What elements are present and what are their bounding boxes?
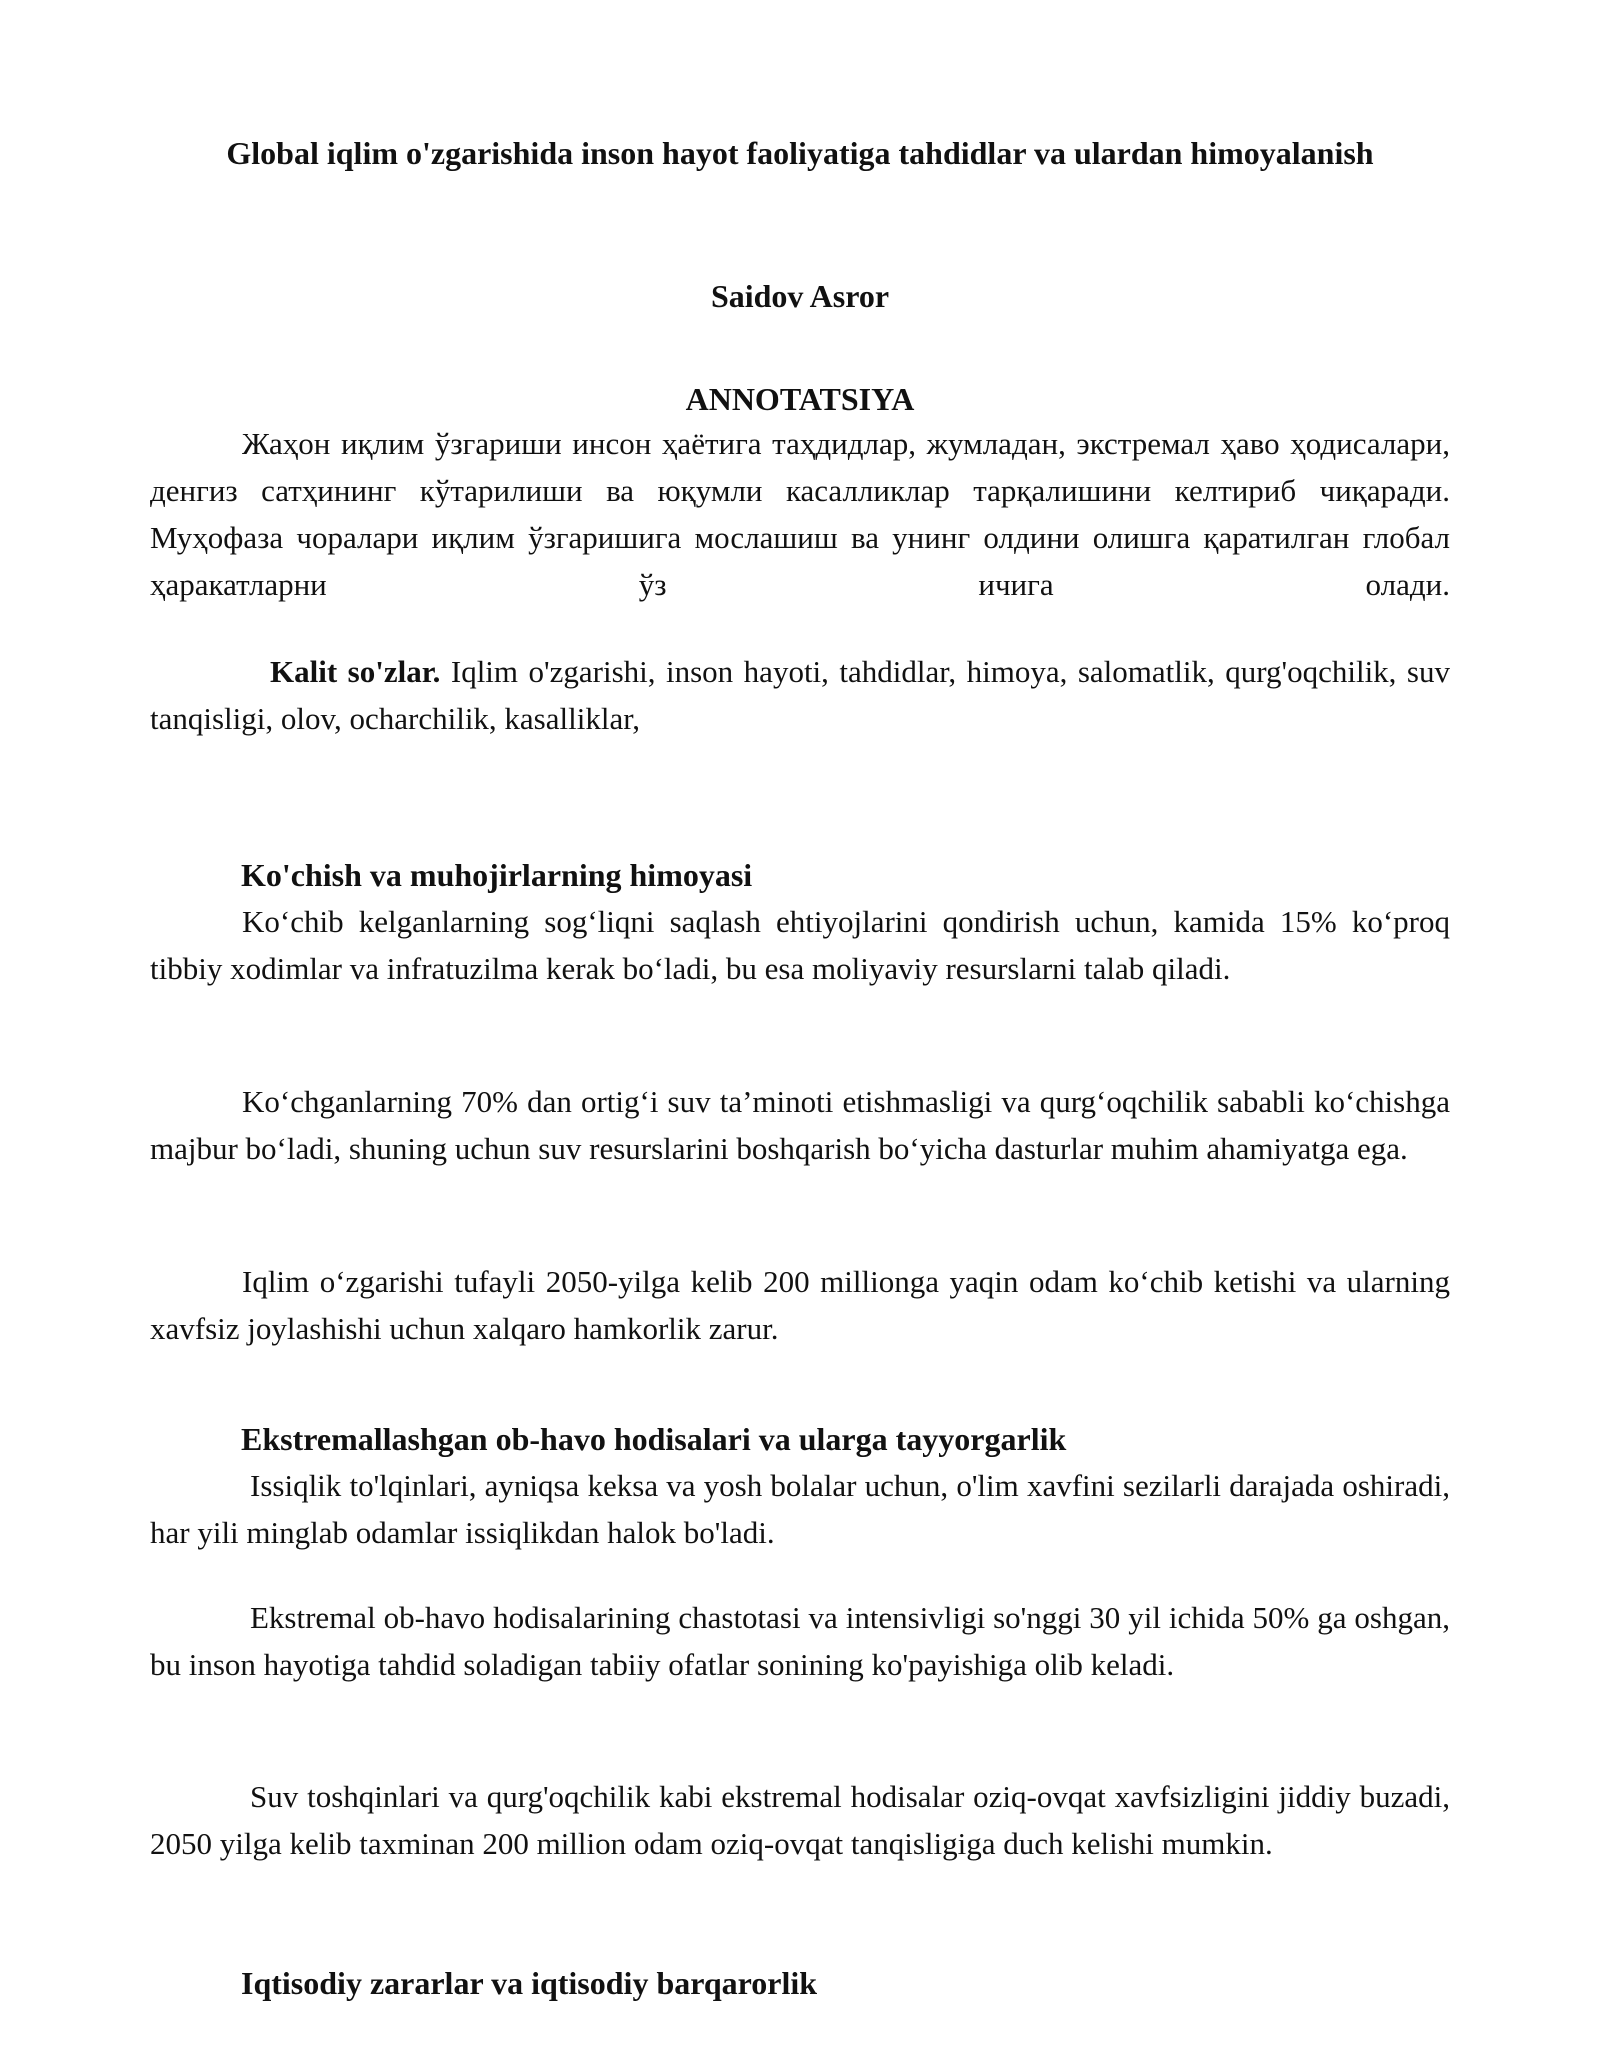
section-heading-economy: Iqtisodiy zararlar va iqtisodiy barqarorlik: [241, 1965, 818, 2001]
migration-paragraph-1: Ko‘chib kelganlarning sog‘liqni saqlash ehtiyojlarini qondirish uchun, kamida 15% ko‘proq tibbiy xodimlar va infratuzilma kerak bo‘ladi, bu esa moliyaviy resurslarni talab qiladi.: [150, 904, 1450, 986]
migration-paragraph-2: Ko‘chganlarning 70% dan ortig‘i suv ta’minoti etishmasligi va qurg‘oqchilik sababli ko‘chishga majbur bo‘ladi, shuning uchun suv resurslarini boshqarish bo‘yicha dasturlar muhim ahamiyatga ega.: [150, 1084, 1450, 1166]
keywords-text: Iqlim o'zgarishi, inson hayoti, tahdidlar, himoya, salomatlik, qurg'oqchilik, suv tanqisligi, olov, ocharchilik, kasalliklar,: [150, 654, 1450, 736]
keywords-paragraph: [150, 648, 1450, 742]
section-heading-extreme-weather: Ekstremallashgan ob-havo hodisalari va ularga tayyorgarlik: [241, 1421, 1067, 1457]
migration-paragraph-3: Iqlim o‘zgarishi tufayli 2050-yilga kelib 200 millionga yaqin odam ko‘chib ketishi va ularning xavfsiz joylashishi uchun xalqaro hamkorlik zarur.: [150, 1264, 1450, 1346]
weather-paragraph-1: Issiqlik to'lqinlari, ayniqsa keksa va yosh bolalar uchun, o'lim xavfini sezilarli darajada oshiradi, har yili minglab odamlar issiqlikdan halok bo'ladi.: [150, 1468, 1450, 1550]
document-title: Global iqlim o'zgarishida inson hayot faoliyatiga tahdidlar va ulardan himoyalanish: [226, 135, 1374, 171]
abstract-text: Жаҳон иқлим ўзгариши инсон ҳаётига таҳдидлар, жумладан, экстремал ҳаво ҳодисалари, денгиз сатҳининг кўтарилиши ва юқумли касалликлар тарқалишини келтириб чиқаради. Муҳофаза чоралари иқлим ўзгаришига мослашиш ва унинг олдини олишга қаратилган глобал ҳаракатларни ўз ичига олади.: [150, 426, 1450, 602]
keywords-label: Kalit so'zlar.: [270, 654, 441, 689]
author-name: Saidov Asror: [710, 278, 890, 314]
abstract-heading: ANNOTATSIYA: [685, 381, 915, 417]
weather-paragraph-2: Ekstremal ob-havo hodisalarining chastotasi va intensivligi so'nggi 30 yil ichida 50% ga oshgan, bu inson hayotiga tahdid soladigan tabiiy ofatlar sonining ko'payishiga olib keladi.: [150, 1600, 1450, 1682]
weather-paragraph-3: Suv toshqinlari va qurg'oqchilik kabi ekstremal hodisalar oziq-ovqat xavfsizligini jiddiy buzadi, 2050 yilga kelib taxminan 200 million odam oziq-ovqat tanqisligiga duch kelishi mumkin.: [150, 1779, 1450, 1861]
section-heading-migration: Ko'chish va muhojirlarning himoyasi: [241, 857, 753, 893]
